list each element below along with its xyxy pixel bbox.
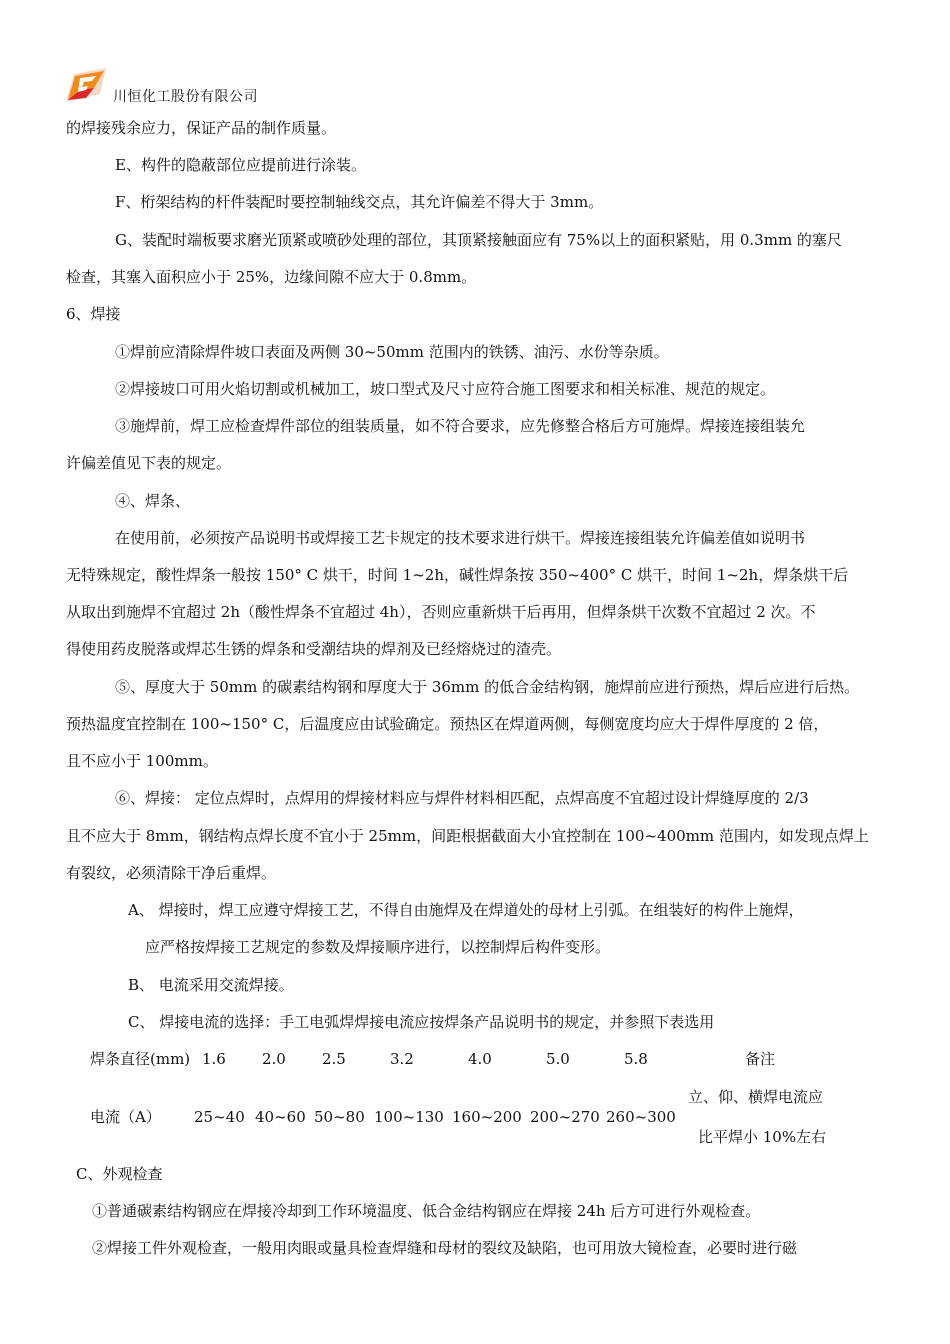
table-cell: 5.0 bbox=[546, 1050, 570, 1068]
text-line: B、 电流采用交流焊接。 bbox=[128, 976, 294, 994]
text-line: 许偏差值见下表的规定。 bbox=[66, 454, 232, 472]
table-cell: 2.0 bbox=[262, 1050, 286, 1068]
text-line: C、 焊接电流的选择：手工电弧焊焊接电流应按焊条产品说明书的规定，并参照下表选用 bbox=[128, 1013, 715, 1031]
text-line: ④、焊条、 bbox=[115, 492, 191, 510]
company-logo-icon bbox=[66, 68, 106, 102]
table-cell: 5.8 bbox=[624, 1050, 648, 1068]
text-line: ③施焊前，焊工应检查焊件部位的组装质量，如不符合要求，应先修整合格后方可施焊。焊接连接组装允 bbox=[115, 417, 806, 435]
text-line: 无特殊规定，酸性焊条一般按 150° C 烘干，时间 1~2h，碱性焊条按 350~400° C 烘干，时间 1~2h，焊条烘干后 bbox=[66, 566, 849, 584]
table-cell: 160~200 bbox=[452, 1108, 522, 1126]
table-header-diameter: 焊条直径(mm) bbox=[90, 1050, 191, 1068]
text-line: 有裂纹，必须清除干净后重焊。 bbox=[66, 864, 277, 882]
table-cell: 3.2 bbox=[390, 1050, 414, 1068]
text-line: 在使用前，必须按产品说明书或焊接工艺卡规定的技术要求进行烘干。焊接连接组装允许偏差值如说明书 bbox=[115, 529, 806, 547]
table-cell: 25~40 bbox=[194, 1108, 245, 1126]
text-line: 且不应小于 100mm。 bbox=[66, 752, 218, 770]
table-remark-line: 比平焊小 10%左右 bbox=[698, 1128, 827, 1146]
text-line: E、构件的隐蔽部位应提前进行涂装。 bbox=[115, 156, 366, 174]
text-line: 的焊接残余应力，保证产品的制作质量。 bbox=[66, 119, 337, 137]
text-line: 得使用药皮脱落或焊芯生锈的焊条和受潮结块的焊剂及已经熔烧过的渣壳。 bbox=[66, 640, 562, 658]
table-header-remark: 备注 bbox=[745, 1050, 776, 1068]
text-line: ⑥、焊接： 定位点焊时，点焊用的焊接材料应与焊件材料相匹配，点焊高度不宜超过设计焊缝厚度的 2/3 bbox=[115, 789, 809, 807]
table-cell: 4.0 bbox=[468, 1050, 492, 1068]
table-cell: 200~270 bbox=[530, 1108, 600, 1126]
table-cell: 40~60 bbox=[255, 1108, 306, 1126]
company-name: 川恒化工股份有限公司 bbox=[113, 89, 258, 105]
text-line: G、装配时端板要求磨光顶紧或喷砂处理的部位，其顶紧接触面应有 75%以上的面积紧贴，用 0.3mm 的塞尺 bbox=[115, 231, 842, 249]
text-line: ①焊前应清除焊件坡口表面及两侧 30~50mm 范围内的铁锈、油污、水份等杂质。 bbox=[115, 343, 669, 361]
table-cell: 2.5 bbox=[322, 1050, 346, 1068]
section-heading: C、外观检查 bbox=[76, 1165, 163, 1183]
text-line: 预热温度宜控制在 100~150° C，后温度应由试验确定。预热区在焊道两侧，每侧宽度均应大于焊件厚度的 2 倍， bbox=[66, 715, 829, 733]
table-cell: 100~130 bbox=[374, 1108, 444, 1126]
text-line: 且不应大于 8mm，钢结构点焊长度不宜小于 25mm，间距根据截面大小宜控制在 100~400mm 范围内，如发现点焊上 bbox=[66, 827, 869, 845]
text-line: F、桁架结构的杆件装配时要控制轴线交点，其允许偏差不得大于 3mm。 bbox=[115, 193, 604, 211]
text-line: ②焊接坡口可用火焰切割或机械加工，坡口型式及尺寸应符合施工图要求和相关标准、规范的规定。 bbox=[115, 380, 776, 398]
text-line: ②焊接工件外观检查，一般用肉眼或量具检查焊缝和母材的裂纹及缺陷，也可用放大镜检查，必要时进行磁 bbox=[92, 1239, 798, 1257]
table-cell: 1.6 bbox=[202, 1050, 226, 1068]
table-remark-line: 立、仰、横焊电流应 bbox=[688, 1088, 824, 1106]
table-header-current: 电流（A） bbox=[90, 1108, 161, 1126]
table-cell: 260~300 bbox=[606, 1108, 676, 1126]
text-line: 检查，其塞入面积应小于 25%，边缘间隙不应大于 0.8mm。 bbox=[66, 268, 477, 286]
text-line: 从取出到施焊不宜超过 2h（酸性焊条不宜超过 4h），否则应重新烘干后再用，但焊条烘干次数不宜超过 2 次。不 bbox=[66, 603, 816, 621]
table-cell: 50~80 bbox=[314, 1108, 365, 1126]
section-heading: 6、焊接 bbox=[66, 305, 121, 323]
text-line: ①普通碳素结构钢应在焊接冷却到工作环境温度、低合金结构钢应在焊接 24h 后方可进行外观检查。 bbox=[92, 1202, 761, 1220]
text-line: ⑤、厚度大于 50mm 的碳素结构钢和厚度大于 36mm 的低合金结构钢，施焊前应进行预热，焊后应进行后热。 bbox=[115, 678, 860, 696]
text-line: 应严格按焊接工艺规定的参数及焊接顺序进行，以控制焊后构件变形。 bbox=[145, 938, 611, 956]
text-line: A、 焊接时，焊工应遵守焊接工艺，不得自由施焊及在焊道处的母材上引弧。在组装好的构件上施焊， bbox=[128, 901, 804, 919]
